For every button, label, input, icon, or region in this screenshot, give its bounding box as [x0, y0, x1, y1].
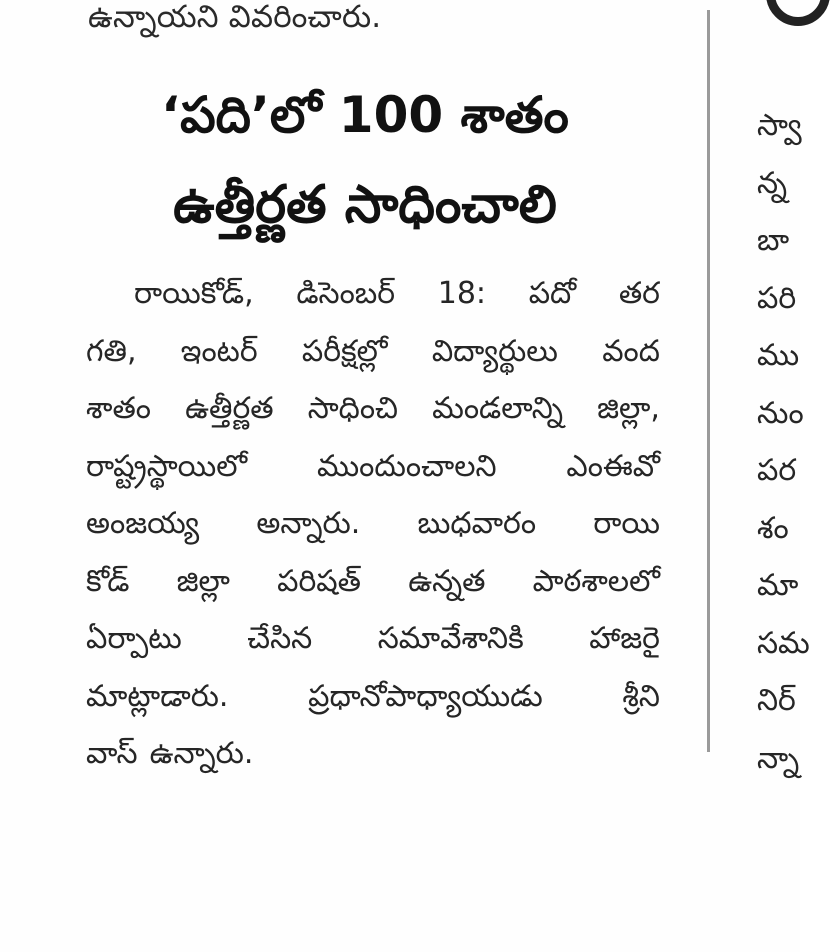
body-word: రాష్ట్రస్థాయిలో: [86, 448, 248, 484]
body-line: [86, 498, 660, 556]
adjacent-column-fragment: పర: [757, 453, 797, 488]
body-word: రాయికోడ్,: [134, 276, 254, 311]
body-word: పదో: [528, 276, 577, 311]
body-line: [86, 441, 660, 499]
body-word: అన్నారు.: [256, 506, 361, 541]
previous-article-tail: ఉన్నాయని వివరించారు.: [88, 0, 382, 35]
body-word: సమావేశానికి: [377, 621, 524, 656]
body-word: ఎంఈవో: [566, 448, 660, 484]
adjacent-column: [757, 100, 817, 790]
body-word: పాఠశాలలో: [532, 563, 660, 599]
article-body: [86, 268, 660, 786]
body-word: చేసిన: [247, 621, 313, 656]
body-word: కోడ్: [86, 563, 130, 599]
body-word: ప్రధానోపాధ్యాయుడు: [308, 678, 543, 714]
body-word: వాస్: [86, 736, 138, 771]
body-word: ఉన్నత: [408, 563, 486, 599]
adjacent-column-fragment: నిర్: [757, 683, 796, 718]
body-word: ఉత్తీర్ణత: [185, 391, 274, 426]
body-word: ఉన్నారు.: [149, 736, 254, 771]
ring-graphic: [766, 0, 830, 26]
body-word: పరిషత్: [277, 563, 361, 599]
body-word: శాతం: [86, 391, 152, 426]
body-word: శ్రీని: [622, 678, 660, 714]
body-word: హాజరై: [589, 621, 660, 656]
column-divider: [707, 10, 710, 752]
body-line: [86, 556, 660, 614]
body-line: [86, 613, 660, 671]
body-line: [86, 326, 660, 384]
adjacent-column-fragment: పరి: [757, 280, 797, 316]
body-word: తర: [618, 276, 660, 311]
headline-line-2: ఉత్తీర్ణత సాధించాలి: [173, 175, 557, 235]
body-word: గతి,: [86, 333, 137, 369]
adjacent-column-fragment: న్న: [757, 165, 787, 201]
body-word: వంద: [602, 333, 660, 369]
body-word: మండలాన్ని: [432, 391, 564, 426]
body-word: బుధవారం: [417, 506, 537, 541]
adjacent-column-fragment: న్నా: [757, 740, 800, 776]
adjacent-column-fragment: శం: [757, 510, 789, 546]
body-word: ఇంటర్: [180, 333, 258, 369]
body-word: 18:: [437, 276, 487, 311]
adjacent-column-fragment: సమ: [757, 625, 810, 661]
body-word: మాట్లాడారు.: [86, 678, 229, 714]
body-word: డిసెంబర్: [296, 276, 396, 311]
adjacent-column-fragment: మా: [757, 568, 799, 603]
adjacent-column-fragment: నుం: [757, 395, 804, 431]
body-word: ముందుంచాలని: [317, 448, 497, 484]
body-word: అంజయ్య: [86, 506, 200, 541]
body-line: [86, 728, 660, 786]
body-word: జిల్లా: [176, 563, 230, 599]
body-word: సాధించి: [307, 391, 399, 426]
body-word: ఏర్పాటు: [86, 621, 182, 656]
body-word: జిల్లా,: [597, 391, 660, 426]
body-line: [86, 671, 660, 729]
headline-line-1: ‘పది’లో 100 శాతం: [161, 86, 569, 144]
body-line: [86, 268, 660, 326]
body-word: పరీక్షల్లో: [301, 333, 388, 369]
adjacent-column-fragment: స్వా: [757, 108, 802, 143]
adjacent-column-fragment: ము: [757, 338, 800, 373]
body-line: [86, 383, 660, 441]
adjacent-column-fragment: బా: [757, 223, 790, 258]
body-word: రాయి: [593, 506, 660, 541]
body-word: విద్యార్థులు: [431, 333, 558, 369]
